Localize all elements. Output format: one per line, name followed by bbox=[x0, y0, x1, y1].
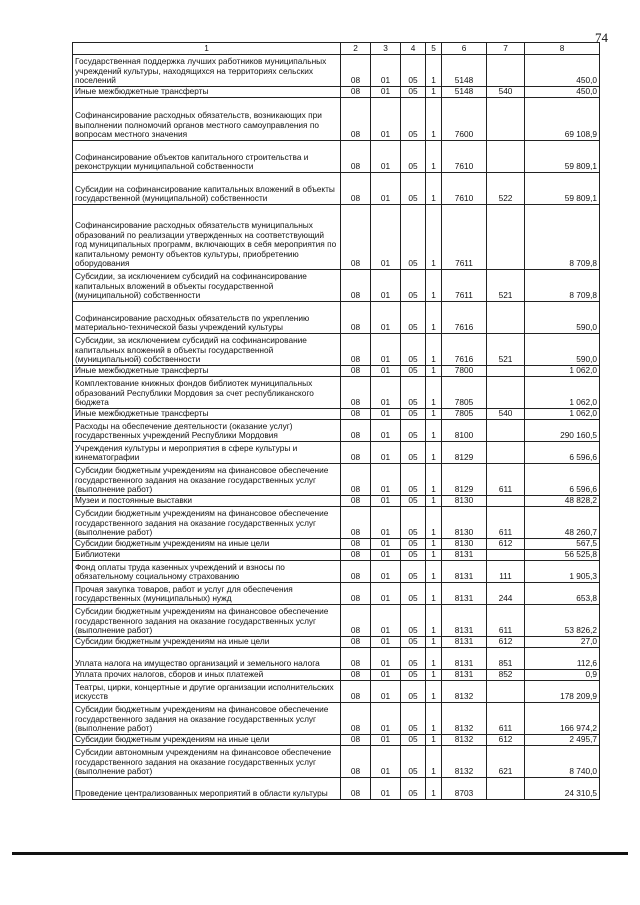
row-code-cell: 05 bbox=[401, 648, 426, 670]
row-code-cell: 851 bbox=[487, 648, 525, 670]
row-name-cell: Иные межбюджетные трансферты bbox=[73, 87, 341, 98]
row-code-cell: 8131 bbox=[442, 561, 487, 583]
row-code-cell: 05 bbox=[401, 366, 426, 377]
row-amount-cell: 8 709,8 bbox=[525, 205, 600, 270]
table-row bbox=[73, 205, 600, 270]
footer-rule bbox=[12, 852, 628, 855]
table-row bbox=[73, 735, 600, 746]
row-code-cell: 1 bbox=[426, 648, 442, 670]
row-amount-cell: 178 209,9 bbox=[525, 681, 600, 703]
row-code-cell: 1 bbox=[426, 778, 442, 800]
row-name-cell: Прочая закупка товаров, работ и услуг для обеспечения государственных (муниципальных) нужд bbox=[73, 583, 341, 605]
row-code-cell: 8129 bbox=[442, 442, 487, 464]
row-code-cell: 1 bbox=[426, 442, 442, 464]
row-code-cell: 08 bbox=[341, 583, 371, 605]
table-row bbox=[73, 55, 600, 87]
table-row bbox=[73, 496, 600, 507]
row-code-cell: 08 bbox=[341, 270, 371, 302]
budget-table bbox=[72, 42, 600, 800]
row-name-cell: Проведение централизованных мероприятий в области культуры bbox=[73, 778, 341, 800]
row-name-cell: Софинансирование расходных обязательств по укреплению материально-технической базы учреждений культуры bbox=[73, 302, 341, 334]
row-code-cell: 7610 bbox=[442, 141, 487, 173]
row-code-cell: 8131 bbox=[442, 648, 487, 670]
row-code-cell: 01 bbox=[371, 302, 401, 334]
row-code-cell: 08 bbox=[341, 735, 371, 746]
row-code-cell: 08 bbox=[341, 173, 371, 205]
row-name-cell: Иные межбюджетные трансферты bbox=[73, 366, 341, 377]
row-name-cell: Театры, цирки, концертные и другие организации исполнительских искусств bbox=[73, 681, 341, 703]
row-code-cell: 01 bbox=[371, 561, 401, 583]
table-row bbox=[73, 302, 600, 334]
row-code-cell: 1 bbox=[426, 670, 442, 681]
row-code-cell: 05 bbox=[401, 735, 426, 746]
row-code-cell: 05 bbox=[401, 377, 426, 409]
row-name-cell: Субсидии бюджетным учреждениям на иные цели bbox=[73, 539, 341, 550]
row-code-cell: 08 bbox=[341, 550, 371, 561]
table-row bbox=[73, 583, 600, 605]
row-code-cell: 08 bbox=[341, 637, 371, 648]
row-name-cell: Уплата налога на имущество организаций и земельного налога bbox=[73, 648, 341, 670]
row-code-cell: 8131 bbox=[442, 670, 487, 681]
row-code-cell: 01 bbox=[371, 377, 401, 409]
row-code-cell: 05 bbox=[401, 703, 426, 735]
row-code-cell: 08 bbox=[341, 98, 371, 141]
row-code-cell: 01 bbox=[371, 442, 401, 464]
table-row bbox=[73, 366, 600, 377]
row-code-cell: 7600 bbox=[442, 98, 487, 141]
row-code-cell: 244 bbox=[487, 583, 525, 605]
table-row bbox=[73, 377, 600, 409]
row-amount-cell: 53 826,2 bbox=[525, 605, 600, 637]
row-code-cell: 08 bbox=[341, 605, 371, 637]
table-row bbox=[73, 270, 600, 302]
row-name-cell: Расходы на обеспечение деятельности (оказание услуг) государственных учреждений Республики Мордовия bbox=[73, 420, 341, 442]
row-code-cell: 08 bbox=[341, 703, 371, 735]
row-amount-cell: 8 709,8 bbox=[525, 270, 600, 302]
row-code-cell: 1 bbox=[426, 409, 442, 420]
row-name-cell: Субсидии, за исключением субсидий на софинансирование капитальных вложений в объекты государственной (муниципальной) собственности bbox=[73, 270, 341, 302]
row-code-cell: 08 bbox=[341, 334, 371, 366]
row-code-cell: 612 bbox=[487, 735, 525, 746]
row-code-cell: 01 bbox=[371, 496, 401, 507]
table-row bbox=[73, 539, 600, 550]
row-code-cell: 1 bbox=[426, 173, 442, 205]
row-code-cell: 05 bbox=[401, 141, 426, 173]
row-code-cell: 08 bbox=[341, 141, 371, 173]
row-code-cell: 08 bbox=[341, 366, 371, 377]
row-amount-cell: 450,0 bbox=[525, 55, 600, 87]
row-code-cell: 7611 bbox=[442, 205, 487, 270]
table-row bbox=[73, 87, 600, 98]
row-code-cell bbox=[487, 550, 525, 561]
row-name-cell: Фонд оплаты труда казенных учреждений и взносы по обязательному социальному страхованию bbox=[73, 561, 341, 583]
row-code-cell: 521 bbox=[487, 334, 525, 366]
row-code-cell: 05 bbox=[401, 442, 426, 464]
row-code-cell bbox=[487, 377, 525, 409]
table-row bbox=[73, 334, 600, 366]
row-code-cell: 8131 bbox=[442, 583, 487, 605]
row-amount-cell: 27,0 bbox=[525, 637, 600, 648]
row-code-cell: 5148 bbox=[442, 55, 487, 87]
header-cell: 2 bbox=[341, 43, 371, 55]
row-code-cell: 1 bbox=[426, 87, 442, 98]
row-code-cell: 01 bbox=[371, 55, 401, 87]
row-code-cell: 1 bbox=[426, 98, 442, 141]
row-amount-cell: 8 740,0 bbox=[525, 746, 600, 778]
row-code-cell: 01 bbox=[371, 87, 401, 98]
row-code-cell: 522 bbox=[487, 173, 525, 205]
row-code-cell: 05 bbox=[401, 583, 426, 605]
row-code-cell: 852 bbox=[487, 670, 525, 681]
row-amount-cell: 56 525,8 bbox=[525, 550, 600, 561]
row-code-cell: 08 bbox=[341, 778, 371, 800]
table-row bbox=[73, 409, 600, 420]
row-code-cell: 7800 bbox=[442, 366, 487, 377]
header-cell: 4 bbox=[401, 43, 426, 55]
row-code-cell bbox=[487, 55, 525, 87]
row-amount-cell: 6 596,6 bbox=[525, 442, 600, 464]
row-code-cell: 01 bbox=[371, 670, 401, 681]
row-code-cell: 01 bbox=[371, 681, 401, 703]
row-code-cell: 08 bbox=[341, 681, 371, 703]
row-code-cell: 08 bbox=[341, 87, 371, 98]
row-code-cell: 05 bbox=[401, 55, 426, 87]
row-code-cell: 1 bbox=[426, 746, 442, 778]
header-cell: 5 bbox=[426, 43, 442, 55]
row-code-cell: 5148 bbox=[442, 87, 487, 98]
row-name-cell: Софинансирование расходных обязательств, возникающих при выполнении полномочий органов местного самоуправления по вопросам местного значения bbox=[73, 98, 341, 141]
row-code-cell: 05 bbox=[401, 539, 426, 550]
row-code-cell: 1 bbox=[426, 302, 442, 334]
row-code-cell: 01 bbox=[371, 507, 401, 539]
row-code-cell: 05 bbox=[401, 605, 426, 637]
row-code-cell: 1 bbox=[426, 205, 442, 270]
row-code-cell: 01 bbox=[371, 605, 401, 637]
row-amount-cell: 1 062,0 bbox=[525, 366, 600, 377]
row-code-cell: 05 bbox=[401, 302, 426, 334]
table-row bbox=[73, 778, 600, 800]
row-name-cell: Музеи и постоянные выставки bbox=[73, 496, 341, 507]
row-code-cell: 612 bbox=[487, 637, 525, 648]
table-row bbox=[73, 173, 600, 205]
row-code-cell: 05 bbox=[401, 464, 426, 496]
row-amount-cell: 166 974,2 bbox=[525, 703, 600, 735]
row-amount-cell: 112,6 bbox=[525, 648, 600, 670]
row-code-cell: 08 bbox=[341, 302, 371, 334]
row-code-cell: 1 bbox=[426, 583, 442, 605]
row-code-cell: 1 bbox=[426, 464, 442, 496]
row-code-cell: 08 bbox=[341, 420, 371, 442]
row-amount-cell: 48 828,2 bbox=[525, 496, 600, 507]
row-name-cell: Субсидии бюджетным учреждениям на иные цели bbox=[73, 735, 341, 746]
row-amount-cell: 1 905,3 bbox=[525, 561, 600, 583]
row-code-cell bbox=[487, 681, 525, 703]
row-code-cell: 01 bbox=[371, 703, 401, 735]
row-code-cell: 05 bbox=[401, 507, 426, 539]
row-code-cell: 05 bbox=[401, 670, 426, 681]
row-amount-cell: 590,0 bbox=[525, 334, 600, 366]
row-code-cell bbox=[487, 205, 525, 270]
row-code-cell: 611 bbox=[487, 464, 525, 496]
table-row bbox=[73, 681, 600, 703]
row-name-cell: Субсидии бюджетным учреждениям на финансовое обеспечение государственного задания на оказание государственных услуг (выполнение работ) bbox=[73, 507, 341, 539]
row-name-cell: Учреждения культуры и мероприятия в сфере культуры и кинематографии bbox=[73, 442, 341, 464]
table-row bbox=[73, 648, 600, 670]
row-code-cell: 08 bbox=[341, 55, 371, 87]
row-code-cell: 01 bbox=[371, 637, 401, 648]
row-code-cell: 08 bbox=[341, 377, 371, 409]
row-code-cell: 612 bbox=[487, 539, 525, 550]
row-code-cell: 1 bbox=[426, 141, 442, 173]
table-row bbox=[73, 670, 600, 681]
row-amount-cell: 2 495,7 bbox=[525, 735, 600, 746]
row-code-cell: 05 bbox=[401, 746, 426, 778]
row-code-cell: 05 bbox=[401, 205, 426, 270]
row-code-cell: 05 bbox=[401, 561, 426, 583]
row-code-cell: 01 bbox=[371, 205, 401, 270]
row-name-cell: Субсидии бюджетным учреждениям на финансовое обеспечение государственного задания на оказание государственных услуг (выполнение работ) bbox=[73, 605, 341, 637]
row-amount-cell: 653,8 bbox=[525, 583, 600, 605]
row-code-cell: 1 bbox=[426, 703, 442, 735]
row-code-cell: 05 bbox=[401, 270, 426, 302]
row-amount-cell: 6 596,6 bbox=[525, 464, 600, 496]
row-code-cell: 1 bbox=[426, 550, 442, 561]
row-code-cell: 05 bbox=[401, 681, 426, 703]
row-code-cell: 111 bbox=[487, 561, 525, 583]
row-code-cell: 1 bbox=[426, 496, 442, 507]
row-code-cell: 521 bbox=[487, 270, 525, 302]
row-code-cell: 05 bbox=[401, 98, 426, 141]
row-code-cell: 08 bbox=[341, 539, 371, 550]
table-row bbox=[73, 561, 600, 583]
row-code-cell: 540 bbox=[487, 409, 525, 420]
row-code-cell: 01 bbox=[371, 583, 401, 605]
row-code-cell bbox=[487, 98, 525, 141]
table-header-row bbox=[73, 43, 600, 55]
row-code-cell: 1 bbox=[426, 605, 442, 637]
row-code-cell: 08 bbox=[341, 409, 371, 420]
row-name-cell: Софинансирование объектов капитального строительства и реконструкции муниципальной собственности bbox=[73, 141, 341, 173]
row-code-cell: 01 bbox=[371, 141, 401, 173]
header-cell: 1 bbox=[73, 43, 341, 55]
row-name-cell: Государственная поддержка лучших работников муниципальных учреждений культуры, находящихся на территориях сельских поселений bbox=[73, 55, 341, 87]
row-code-cell: 1 bbox=[426, 366, 442, 377]
row-code-cell: 05 bbox=[401, 409, 426, 420]
row-code-cell: 8130 bbox=[442, 496, 487, 507]
row-name-cell: Субсидии бюджетным учреждениям на иные цели bbox=[73, 637, 341, 648]
table-row bbox=[73, 442, 600, 464]
row-code-cell: 1 bbox=[426, 420, 442, 442]
row-code-cell: 8132 bbox=[442, 746, 487, 778]
table-row bbox=[73, 507, 600, 539]
row-code-cell: 7805 bbox=[442, 409, 487, 420]
table-row bbox=[73, 141, 600, 173]
row-code-cell: 05 bbox=[401, 550, 426, 561]
row-name-cell: Комплектование книжных фондов библиотек муниципальных образований Республики Мордовия за счет республиканского бюджета bbox=[73, 377, 341, 409]
header-cell: 8 bbox=[525, 43, 600, 55]
row-code-cell: 01 bbox=[371, 334, 401, 366]
row-code-cell: 1 bbox=[426, 507, 442, 539]
row-code-cell: 05 bbox=[401, 496, 426, 507]
row-code-cell bbox=[487, 442, 525, 464]
row-name-cell: Софинансирование расходных обязательств муниципальных образований по реализации утвержденных на соответствующий год муниципальных программ, включающих в себя мероприятия по капитальному ремонту объектов культуры, приобретению оборудования bbox=[73, 205, 341, 270]
table-row bbox=[73, 98, 600, 141]
row-code-cell: 540 bbox=[487, 87, 525, 98]
row-code-cell: 01 bbox=[371, 98, 401, 141]
row-amount-cell: 69 108,9 bbox=[525, 98, 600, 141]
row-code-cell: 01 bbox=[371, 366, 401, 377]
row-code-cell bbox=[487, 496, 525, 507]
row-code-cell: 7805 bbox=[442, 377, 487, 409]
row-code-cell: 01 bbox=[371, 778, 401, 800]
row-code-cell: 05 bbox=[401, 420, 426, 442]
row-amount-cell: 290 160,5 bbox=[525, 420, 600, 442]
row-name-cell: Субсидии на софинансирование капитальных вложений в объекты государственной (муниципальной) собственности bbox=[73, 173, 341, 205]
row-amount-cell: 59 809,1 bbox=[525, 173, 600, 205]
row-code-cell bbox=[487, 420, 525, 442]
row-code-cell: 8130 bbox=[442, 507, 487, 539]
row-code-cell: 1 bbox=[426, 561, 442, 583]
row-code-cell: 611 bbox=[487, 507, 525, 539]
row-code-cell: 8131 bbox=[442, 550, 487, 561]
page-number: 74 bbox=[595, 30, 608, 45]
row-code-cell: 05 bbox=[401, 173, 426, 205]
row-code-cell: 8132 bbox=[442, 703, 487, 735]
row-name-cell: Субсидии, за исключением субсидий на софинансирование капитальных вложений в объекты государственной (муниципальной) собственности bbox=[73, 334, 341, 366]
header-cell: 7 bbox=[487, 43, 525, 55]
row-code-cell: 1 bbox=[426, 270, 442, 302]
row-code-cell: 1 bbox=[426, 735, 442, 746]
row-code-cell: 01 bbox=[371, 420, 401, 442]
row-code-cell: 08 bbox=[341, 442, 371, 464]
row-code-cell: 1 bbox=[426, 637, 442, 648]
row-name-cell: Субсидии бюджетным учреждениям на финансовое обеспечение государственного задания на оказание государственных услуг (выполнение работ) bbox=[73, 703, 341, 735]
row-name-cell: Уплата прочих налогов, сборов и иных платежей bbox=[73, 670, 341, 681]
row-amount-cell: 590,0 bbox=[525, 302, 600, 334]
row-code-cell: 08 bbox=[341, 205, 371, 270]
row-amount-cell: 59 809,1 bbox=[525, 141, 600, 173]
table-row bbox=[73, 605, 600, 637]
table-row bbox=[73, 703, 600, 735]
row-code-cell: 8131 bbox=[442, 605, 487, 637]
row-code-cell: 05 bbox=[401, 637, 426, 648]
row-code-cell: 8132 bbox=[442, 735, 487, 746]
row-amount-cell: 567,5 bbox=[525, 539, 600, 550]
row-code-cell: 8703 bbox=[442, 778, 487, 800]
row-code-cell: 611 bbox=[487, 605, 525, 637]
row-code-cell bbox=[487, 302, 525, 334]
row-code-cell: 08 bbox=[341, 507, 371, 539]
row-amount-cell: 24 310,5 bbox=[525, 778, 600, 800]
row-code-cell: 01 bbox=[371, 270, 401, 302]
row-code-cell: 08 bbox=[341, 464, 371, 496]
row-code-cell: 08 bbox=[341, 670, 371, 681]
row-code-cell: 01 bbox=[371, 464, 401, 496]
row-code-cell: 08 bbox=[341, 496, 371, 507]
row-code-cell: 8130 bbox=[442, 539, 487, 550]
row-code-cell: 8132 bbox=[442, 681, 487, 703]
header-cell: 6 bbox=[442, 43, 487, 55]
row-code-cell: 1 bbox=[426, 55, 442, 87]
row-amount-cell: 0,9 bbox=[525, 670, 600, 681]
row-code-cell: 8129 bbox=[442, 464, 487, 496]
row-code-cell: 05 bbox=[401, 778, 426, 800]
row-code-cell: 01 bbox=[371, 550, 401, 561]
row-code-cell: 7616 bbox=[442, 302, 487, 334]
row-code-cell: 08 bbox=[341, 746, 371, 778]
row-code-cell: 8131 bbox=[442, 637, 487, 648]
row-code-cell bbox=[487, 366, 525, 377]
row-code-cell: 08 bbox=[341, 648, 371, 670]
table-row bbox=[73, 464, 600, 496]
table-row bbox=[73, 637, 600, 648]
row-code-cell: 01 bbox=[371, 648, 401, 670]
row-code-cell: 01 bbox=[371, 409, 401, 420]
row-code-cell: 621 bbox=[487, 746, 525, 778]
row-name-cell: Субсидии бюджетным учреждениям на финансовое обеспечение государственного задания на оказание государственных услуг (выполнение работ) bbox=[73, 464, 341, 496]
row-code-cell: 1 bbox=[426, 539, 442, 550]
row-code-cell: 611 bbox=[487, 703, 525, 735]
row-code-cell: 08 bbox=[341, 561, 371, 583]
row-name-cell: Субсидии автономным учреждениям на финансовое обеспечение государственного задания на оказание государственных услуг (выполнение работ) bbox=[73, 746, 341, 778]
row-code-cell: 1 bbox=[426, 681, 442, 703]
row-code-cell: 7610 bbox=[442, 173, 487, 205]
row-code-cell: 05 bbox=[401, 334, 426, 366]
row-code-cell: 8100 bbox=[442, 420, 487, 442]
row-amount-cell: 1 062,0 bbox=[525, 409, 600, 420]
row-code-cell: 01 bbox=[371, 746, 401, 778]
row-code-cell: 7611 bbox=[442, 270, 487, 302]
row-amount-cell: 1 062,0 bbox=[525, 377, 600, 409]
row-name-cell: Иные межбюджетные трансферты bbox=[73, 409, 341, 420]
row-code-cell: 7616 bbox=[442, 334, 487, 366]
row-code-cell: 1 bbox=[426, 377, 442, 409]
row-code-cell bbox=[487, 778, 525, 800]
row-code-cell: 1 bbox=[426, 334, 442, 366]
row-amount-cell: 48 260,7 bbox=[525, 507, 600, 539]
row-code-cell: 01 bbox=[371, 539, 401, 550]
row-name-cell: Библиотеки bbox=[73, 550, 341, 561]
table-row bbox=[73, 550, 600, 561]
table-row bbox=[73, 420, 600, 442]
row-code-cell: 05 bbox=[401, 87, 426, 98]
row-code-cell: 01 bbox=[371, 735, 401, 746]
row-code-cell: 01 bbox=[371, 173, 401, 205]
row-amount-cell: 450,0 bbox=[525, 87, 600, 98]
row-code-cell bbox=[487, 141, 525, 173]
table-row bbox=[73, 746, 600, 778]
header-cell: 3 bbox=[371, 43, 401, 55]
